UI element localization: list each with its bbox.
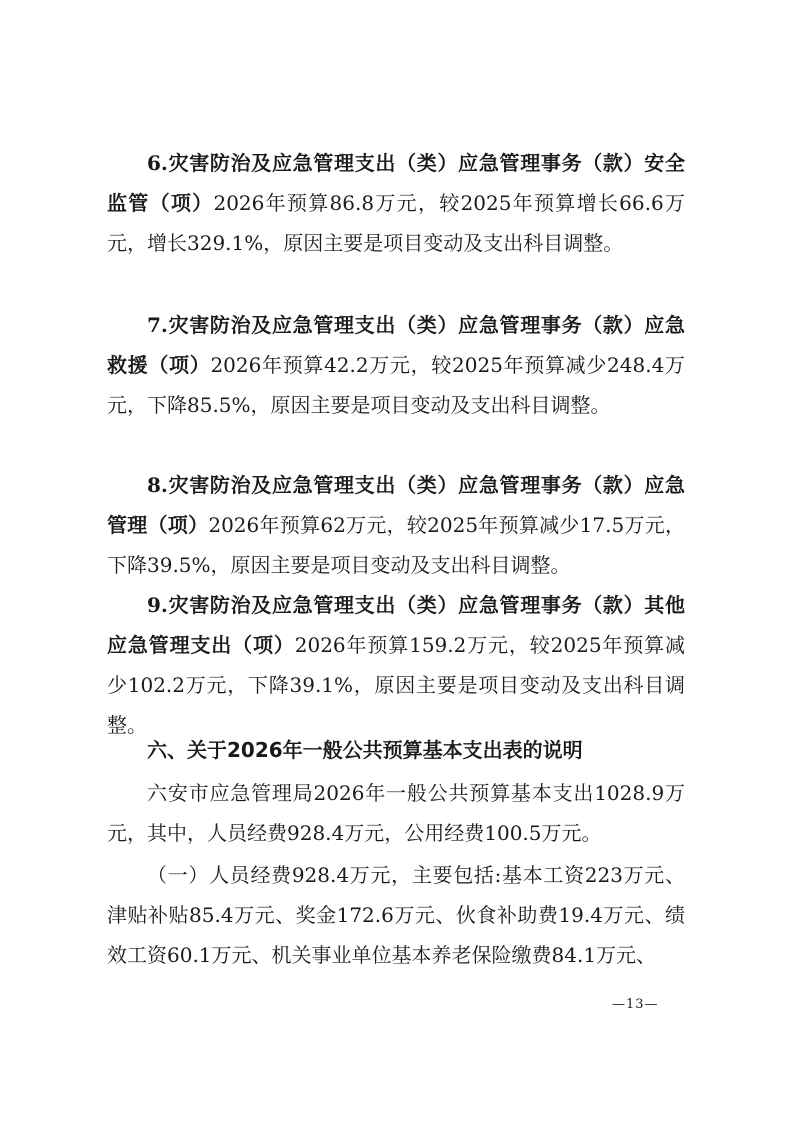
personnel-paragraph: （一）人员经费928.4万元，主要包括:基本工资223万元、津贴补贴85.4万元、奖金172.6万元、伙食补助费19.4万元、绩效工资60.1万元、机关事业单位基本养老保险缴费84.1万元、 bbox=[107, 863, 685, 967]
section-heading: 六、关于2026年一般公共预算基本支出表的说明 bbox=[147, 738, 583, 762]
item-8-title: 8.灾害防治及应急管理支出（类）应急管理事务（款）应急管理（项） bbox=[107, 473, 685, 537]
item-9-title: 9.灾害防治及应急管理支出（类）应急管理事务（款）其他应急管理支出（项） bbox=[107, 593, 685, 657]
item-7-text: 2026年预算42.2万元，较2025年预算减少248.4万元，下降85.5%，原因主要是项目变动及支出科目调整。 bbox=[107, 353, 685, 417]
budget-item-8 bbox=[107, 465, 685, 585]
item-6-title: 6.灾害防治及应急管理支出（类）应急管理事务（款）安全监管（项） bbox=[107, 151, 685, 215]
budget-item-7 bbox=[107, 305, 685, 425]
summary-paragraph: 六安市应急管理局2026年一般公共预算基本支出1028.9万元，其中，人员经费928.4万元，公用经费100.5万元。 bbox=[107, 781, 685, 845]
item-6-text: 2026年预算86.8万元，较2025年预算增长66.6万元，增长329.1%，原因主要是项目变动及支出科目调整。 bbox=[107, 191, 686, 255]
item-7-title: 7.灾害防治及应急管理支出（类）应急管理事务（款）应急救援（项） bbox=[107, 313, 685, 377]
item-8-text: 2026年预算62万元，较2025年预算减少17.5万元，下降39.5%，原因主要是项目变动及支出科目调整。 bbox=[107, 513, 686, 577]
item-9-text: 2026年预算159.2万元，较2025年预算减少102.2万元，下降39.1%，原因主要是项目变动及支出科目调整。 bbox=[107, 633, 685, 737]
budget-item-9 bbox=[107, 585, 685, 745]
budget-item-6 bbox=[107, 143, 685, 263]
page-number: —13— bbox=[612, 997, 659, 1012]
